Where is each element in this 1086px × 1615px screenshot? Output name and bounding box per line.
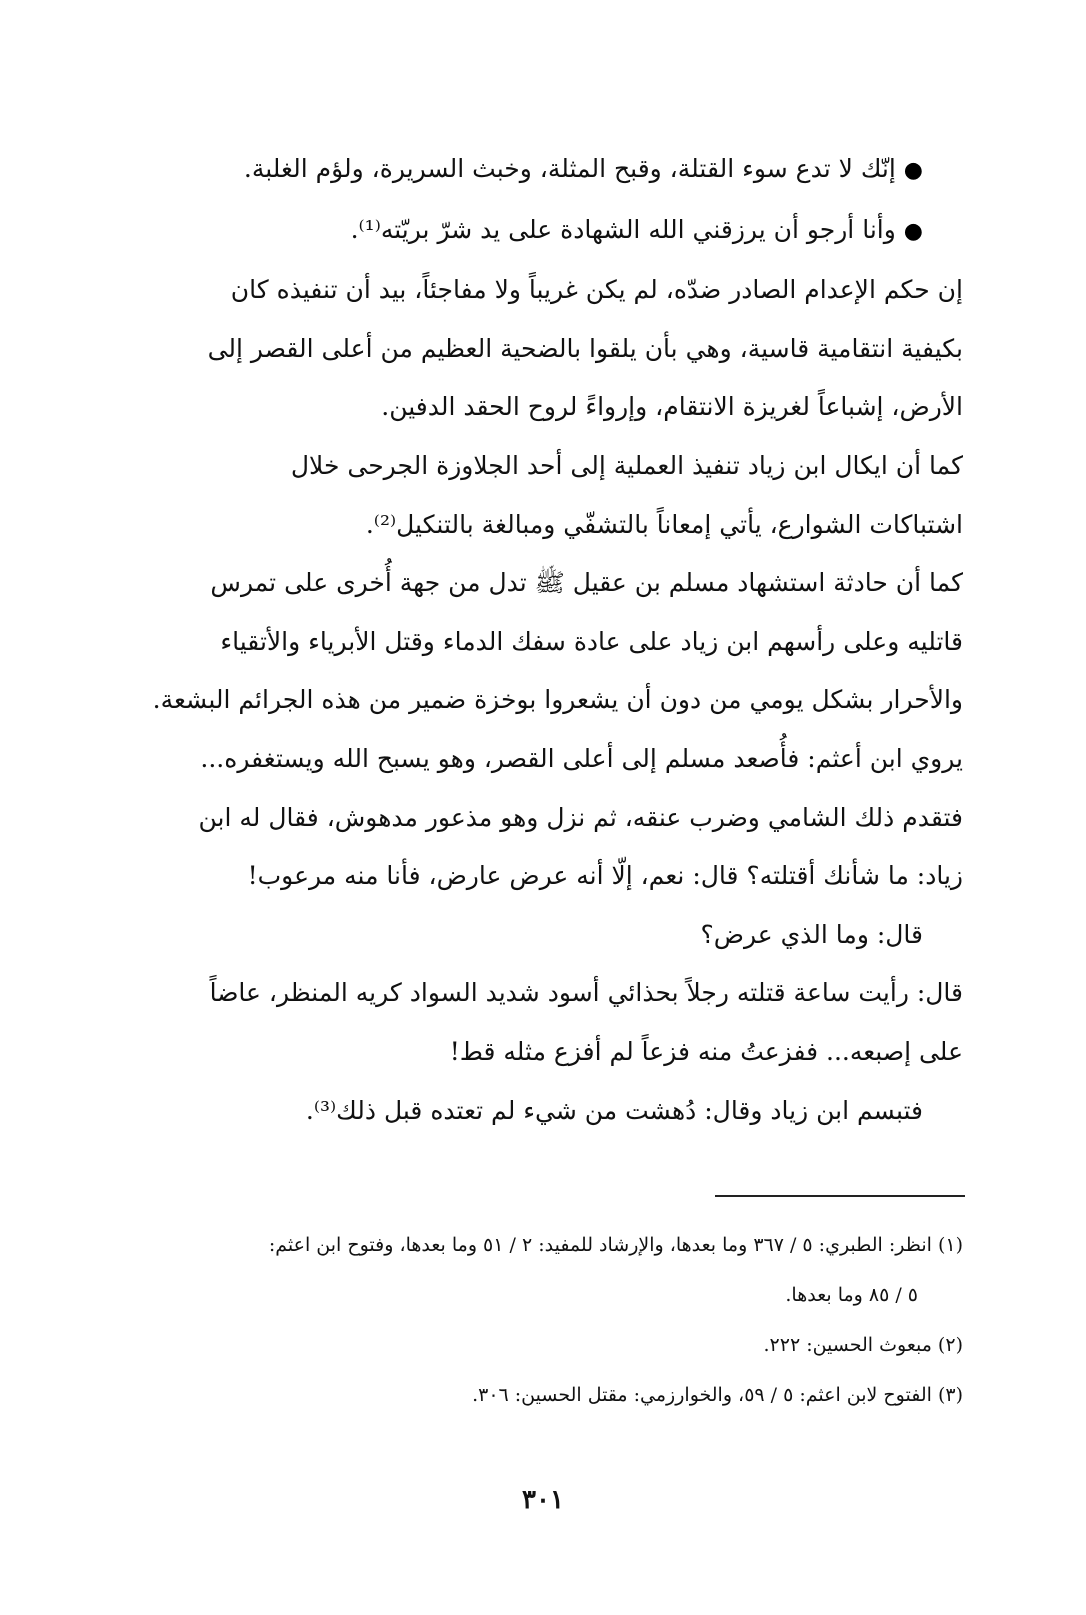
footnotes xyxy=(148,1220,963,1420)
footnote-3: (٣) الفتوح لابن اعثم: ٥ / ٥٩، والخوارزمي: مقتل الحسين: ٣٠٦. xyxy=(472,1384,963,1406)
paragraph-line: إن حكم الإعدام الصادر ضدّه، لم يكن غريباً ولا مفاجئاً، بيد أن تنفيذه كان xyxy=(230,275,963,305)
paragraph-line: على إصبعه... ففزعتُ منه فزعاً لم أفزع مثله قط! xyxy=(449,1036,963,1066)
bullet-icon: ● xyxy=(903,158,923,183)
paragraph-line: فتبسم ابن زياد وقال: دُهشت من شيء لم تعتده قبل ذلك⁽³⁾. xyxy=(305,1095,923,1125)
paragraph-line: الأرض، إشباعاً لغريزة الانتقام، وإرواءً لروح الحقد الدفين. xyxy=(381,392,963,422)
footnote-2: (٢) مبعوث الحسين: ٢٢٢. xyxy=(763,1334,963,1356)
paragraph-line: قال: وما الذي عرض؟ xyxy=(700,919,923,949)
footnote-1-continued: ٥ / ٨٥ وما بعدها. xyxy=(785,1284,918,1306)
bullet-line-1: ●إنّك لا تدع سوء القتلة، وقبح المثلة، وخبث السريرة، ولؤم الغلبة. xyxy=(243,154,923,183)
footnote-1: (١) انظر: الطبري: ٥ / ٣٦٧ وما بعدها، والإرشاد للمفيد: ٢ / ٥١ وما بعدها، وفتوح ابن اعثم: xyxy=(268,1234,963,1256)
paragraph-line: زياد: ما شأنك أقتلته؟ قال: نعم، إلّا أنه عرض عارض، فأنا منه مرعوب! xyxy=(247,861,963,891)
paragraph-line: قال: رأيت ساعة قتلته رجلاً بحذائي أسود شديد السواد كريه المنظر، عاضاً xyxy=(209,978,963,1008)
bullet-line-2: ●وأنا أرجو أن يرزقني الله الشهادة على يد شرّ بريّته⁽¹⁾. xyxy=(350,214,923,244)
paragraph-line: كما أن ايكال ابن زياد تنفيذ العملية إلى أحد الجلاوزة الجرحى خلال xyxy=(290,450,963,480)
paragraph-line: والأحرار بشكل يومي من دون أن يشعروا بوخزة ضمير من هذه الجرائم البشعة. xyxy=(152,685,963,715)
footnote-separator xyxy=(715,1195,965,1197)
paragraph-line: اشتباكات الشوارع، يأتي إمعاناً بالتشفّي ومبالغة بالتنكيل⁽²⁾. xyxy=(365,509,963,539)
paragraph-line: يروي ابن أعثم: فأُصعد مسلم إلى أعلى القصر، وهو يسبح الله ويستغفره... xyxy=(200,743,963,773)
paragraph-line: بكيفية انتقامية قاسية، وهي بأن يلقوا بالضحية العظيم من أعلى القصر إلى xyxy=(207,333,963,363)
page-number: ٣٠١ xyxy=(522,1485,564,1515)
paragraph-line: فتقدم ذلك الشامي وضرب عنقه، ثم نزل وهو مذعور مدهوش، فقال له ابن xyxy=(198,802,963,832)
paragraph-line: قاتليه وعلى رأسهم ابن زياد على عادة سفك الدماء وقتل الأبرياء والأتقياء xyxy=(220,626,963,656)
bullet-icon: ● xyxy=(903,218,923,244)
main-text xyxy=(148,140,963,1140)
paragraph-line: كما أن حادثة استشهاد مسلم بن عقيل ﷺ تدل من جهة أُخرى على تمرس xyxy=(210,568,963,598)
